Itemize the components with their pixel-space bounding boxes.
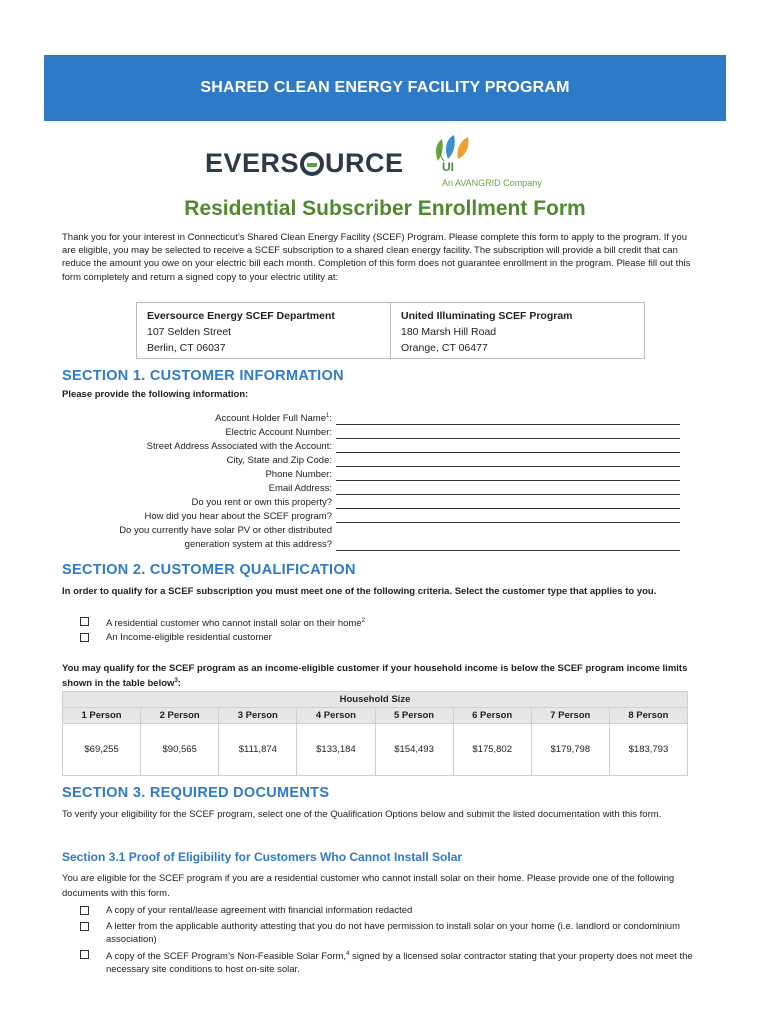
footnote-ref: 2 [361, 618, 365, 624]
section1-heading: SECTION 1. CUSTOMER INFORMATION [62, 368, 344, 384]
ui-logo-text: UI [442, 160, 454, 174]
rent-or-own-input[interactable] [336, 499, 680, 509]
address-street: 107 Selden Street [147, 326, 232, 338]
option-label: A residential customer who cannot install solar on their home$^2$ [106, 618, 365, 630]
field-row [40, 537, 700, 551]
authority-letter-checkbox[interactable] [80, 922, 89, 931]
field-label: Do you currently have solar PV or other distributed [119, 525, 332, 536]
street-address-input[interactable] [336, 443, 680, 453]
field-label: Email Address: [268, 483, 332, 494]
table-column-header: 6 Person [453, 708, 531, 724]
customer-type-option [80, 615, 700, 630]
field-label: Electric Account Number: [225, 427, 332, 438]
phone-input[interactable] [336, 471, 680, 481]
table-column-header: 7 Person [531, 708, 609, 724]
ui-address [390, 303, 644, 358]
program-banner [44, 55, 726, 121]
household-size-header: Household Size [63, 692, 688, 708]
table-cell: $111,874 [219, 724, 297, 776]
field-label: Do you rent or own this property? [191, 497, 332, 508]
ui-leaves-icon [432, 133, 474, 163]
document-option [80, 948, 700, 976]
income-note: You may qualify for the SCEF program as an income-eligible customer if your household income is below the SCEF program income limits shown in the table below$^3$: [62, 663, 688, 690]
field-label: City, State and Zip Code: [226, 455, 332, 466]
field-label: generation system at this address? [184, 539, 332, 550]
footnote-ref: 1 [326, 412, 330, 419]
address-city: Berlin, CT 06037 [147, 342, 226, 354]
section3-1-heading: Section 3.1 Proof of Eligibility for Customers Who Cannot Install Solar [62, 850, 463, 864]
income-eligible-checkbox[interactable] [80, 633, 89, 642]
customer-type-option [80, 631, 700, 644]
option-label: A copy of your rental/lease agreement with financial information redacted [106, 905, 413, 916]
table-cell: $179,798 [531, 724, 609, 776]
field-row [40, 439, 700, 453]
utility-address-table [136, 302, 645, 359]
field-row [40, 481, 700, 495]
field-row [40, 523, 700, 537]
eversource-logo-text-start: EVERS [205, 148, 300, 178]
email-input[interactable] [336, 485, 680, 495]
account-number-input[interactable] [336, 429, 680, 439]
banner-title: SHARED CLEAN ENERGY FACILITY PROGRAM [200, 79, 570, 96]
table-column-header: 4 Person [297, 708, 375, 724]
table-cell: $69,255 [63, 724, 141, 776]
address-name: Eversource Energy SCEF Department [147, 310, 335, 322]
option-label: A letter from the applicable authority attesting that you do not have permission to install solar on your home (i.e. landlord or condominium association) [106, 921, 681, 945]
table-cell: $90,565 [141, 724, 219, 776]
cannot-install-solar-checkbox[interactable] [80, 617, 89, 626]
field-row [40, 467, 700, 481]
eversource-address [137, 303, 390, 358]
field-label: Street Address Associated with the Account: [146, 441, 332, 452]
field-row [40, 425, 700, 439]
city-state-zip-input[interactable] [336, 457, 680, 467]
section2-instruction: In order to qualify for a SCEF subscription you must meet one of the following criteria. Select the customer type that applies to you. [62, 586, 657, 597]
section3-intro: To verify your eligibility for the SCEF program, select one of the Qualification Options below and submit the listed documentation with this form. [62, 809, 662, 820]
form-title: Residential Subscriber Enrollment Form [184, 197, 586, 220]
account-holder-name-input[interactable] [336, 415, 680, 425]
section1-subheading: Please provide the following information: [62, 389, 249, 400]
footnote-ref: 3 [174, 678, 178, 684]
section2-heading: SECTION 2. CUSTOMER QUALIFICATION [62, 562, 356, 578]
document-option [80, 904, 700, 917]
table-cell: $175,802 [453, 724, 531, 776]
option-label: An Income-eligible residential customer [106, 632, 272, 643]
field-label: Account Holder Full Name$^1$: [215, 412, 332, 424]
eversource-o-icon [300, 152, 324, 176]
address-name: United Illuminating SCEF Program [401, 310, 573, 322]
table-cell: $183,793 [609, 724, 687, 776]
eversource-logo [205, 148, 404, 179]
address-city: Orange, CT 06477 [401, 342, 488, 354]
lease-agreement-checkbox[interactable] [80, 906, 89, 915]
table-column-header: 5 Person [375, 708, 453, 724]
table-column-header: 8 Person [609, 708, 687, 724]
field-label: Phone Number: [265, 469, 332, 480]
section3-1-intro: You are eligible for the SCEF program if you are a residential customer who cannot install solar on their home. Please provide one of the following documents with this form. [62, 873, 675, 899]
field-row [40, 495, 700, 509]
field-row [40, 453, 700, 467]
heard-about-input[interactable] [336, 513, 680, 523]
field-row [40, 509, 700, 523]
field-label: How did you hear about the SCEF program? [144, 511, 332, 522]
field-row [40, 411, 700, 425]
document-option [80, 920, 700, 946]
non-feasible-form-checkbox[interactable] [80, 950, 89, 959]
table-cell: $154,493 [375, 724, 453, 776]
ui-logo [430, 133, 560, 193]
section3-heading: SECTION 3. REQUIRED DOCUMENTS [62, 785, 330, 801]
footnote-ref: 4 [346, 951, 350, 957]
address-street: 180 Marsh Hill Road [401, 326, 497, 338]
intro-paragraph: Thank you for your interest in Connecticut’s Shared Clean Energy Facility (SCEF) Program. Please complete this form to apply to the program. If you are eligible, you may be selected to receive a SCEF subscription to a shared clean energy facility. The subscription will provide a bill credit that can reduce the amount you owe on your electric bill each month. Completion of this form does not guarantee enrollment in the program. Please fill out this form completely and return a signed copy to your electric utility at: [62, 232, 691, 283]
table-column-header: 2 Person [141, 708, 219, 724]
income-limits-table [62, 691, 688, 776]
option-label: A copy of the SCEF Program’s Non-Feasible Solar Form,$^4$ signed by a licensed solar contractor stating that your property does not meet the necessary site conditions to host on-site solar. [106, 951, 693, 976]
table-cell: $133,184 [297, 724, 375, 776]
eversource-logo-text-end: URCE [325, 148, 404, 178]
avangrid-tagline: An AVANGRID Company [442, 178, 542, 188]
table-column-header: 3 Person [219, 708, 297, 724]
solar-pv-input[interactable] [336, 541, 680, 551]
table-column-header: 1 Person [63, 708, 141, 724]
